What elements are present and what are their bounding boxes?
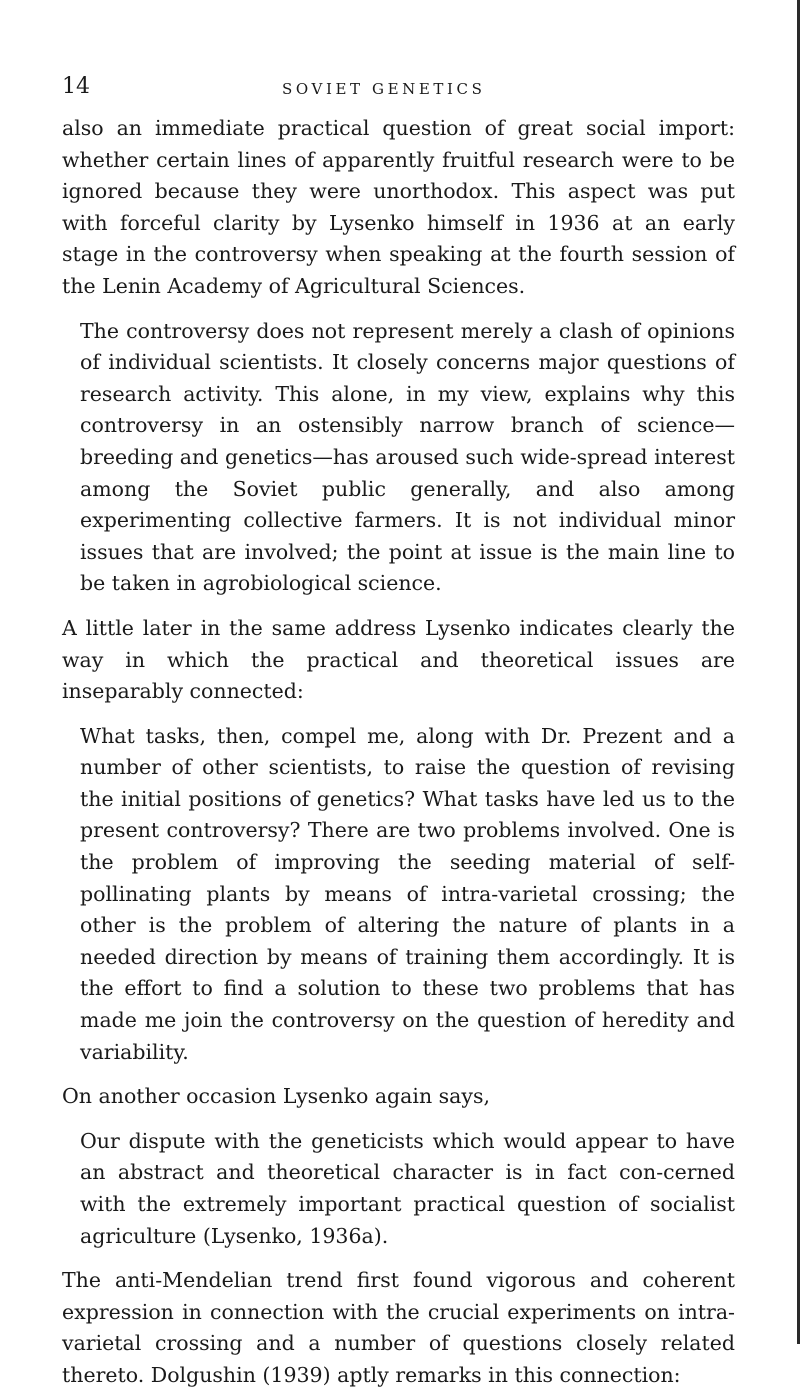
page-number: 14 <box>62 74 90 99</box>
paragraph-3: On another occasion Lysenko again says, <box>62 1084 491 1109</box>
paragraph-4: The anti-Mendelian trend first found vigorous and coherent expression in connection with the crucial experiments on intra-varietal crossing and a number of questions closely related thereto. Dolgushin (1939) aptly remarks in this connection: <box>62 1268 735 1387</box>
block-quote-3: Our dispute with the geneticists which would appear to have an abstract and theoretical character is in fact con-cerned with the extremely important practical question of socialist agriculture (Lysenko, 1936a). <box>80 1128 735 1248</box>
paragraph-1: also an immediate practical question of great social import: whether certain lines of apparently fruitful research were to be ignored because they were unorthodox. This aspect was put with forceful clarity by Lysenko himself in 1936 at an early stage in the controversy when speaking at the fourth session of the Lenin Academy of Agricultural Sciences. <box>62 116 735 298</box>
block-quote-1: The controversy does not represent merely a clash of opinions of individual scientists. It closely concerns major questions of research activity. This alone, in my view, explains why this controversy in an ostensibly narrow branch of science—breeding and genetics—has aroused such wide-spread interest among the Soviet public generally, and also among experimenting collective farmers. It is not individual minor issues that are involved; the point at issue is the main line to be taken in agrobiological science. <box>80 318 735 596</box>
paragraph-2: A little later in the same address Lysenko indicates clearly the way in which the practical and theoretical issues are inseparably connected: <box>62 615 735 704</box>
running-head <box>62 72 735 102</box>
body-text <box>62 113 735 1392</box>
running-title: SOVIET GENETICS <box>282 80 486 98</box>
block-quote-2: What tasks, then, compel me, along with Dr. Prezent and a number of other scientists, to raise the question of revising the initial positions of genetics? What tasks have led us to the present controversy? There are two problems involved. One is the problem of improving the seeding material of self-pollinating plants by means of intra-varietal crossing; the other is the problem of altering the nature of plants in a needed direction by means of training them accordingly. It is the effort to find a solution to these two problems that has made me join the controversy on the question of heredity and variability. <box>80 723 735 1064</box>
